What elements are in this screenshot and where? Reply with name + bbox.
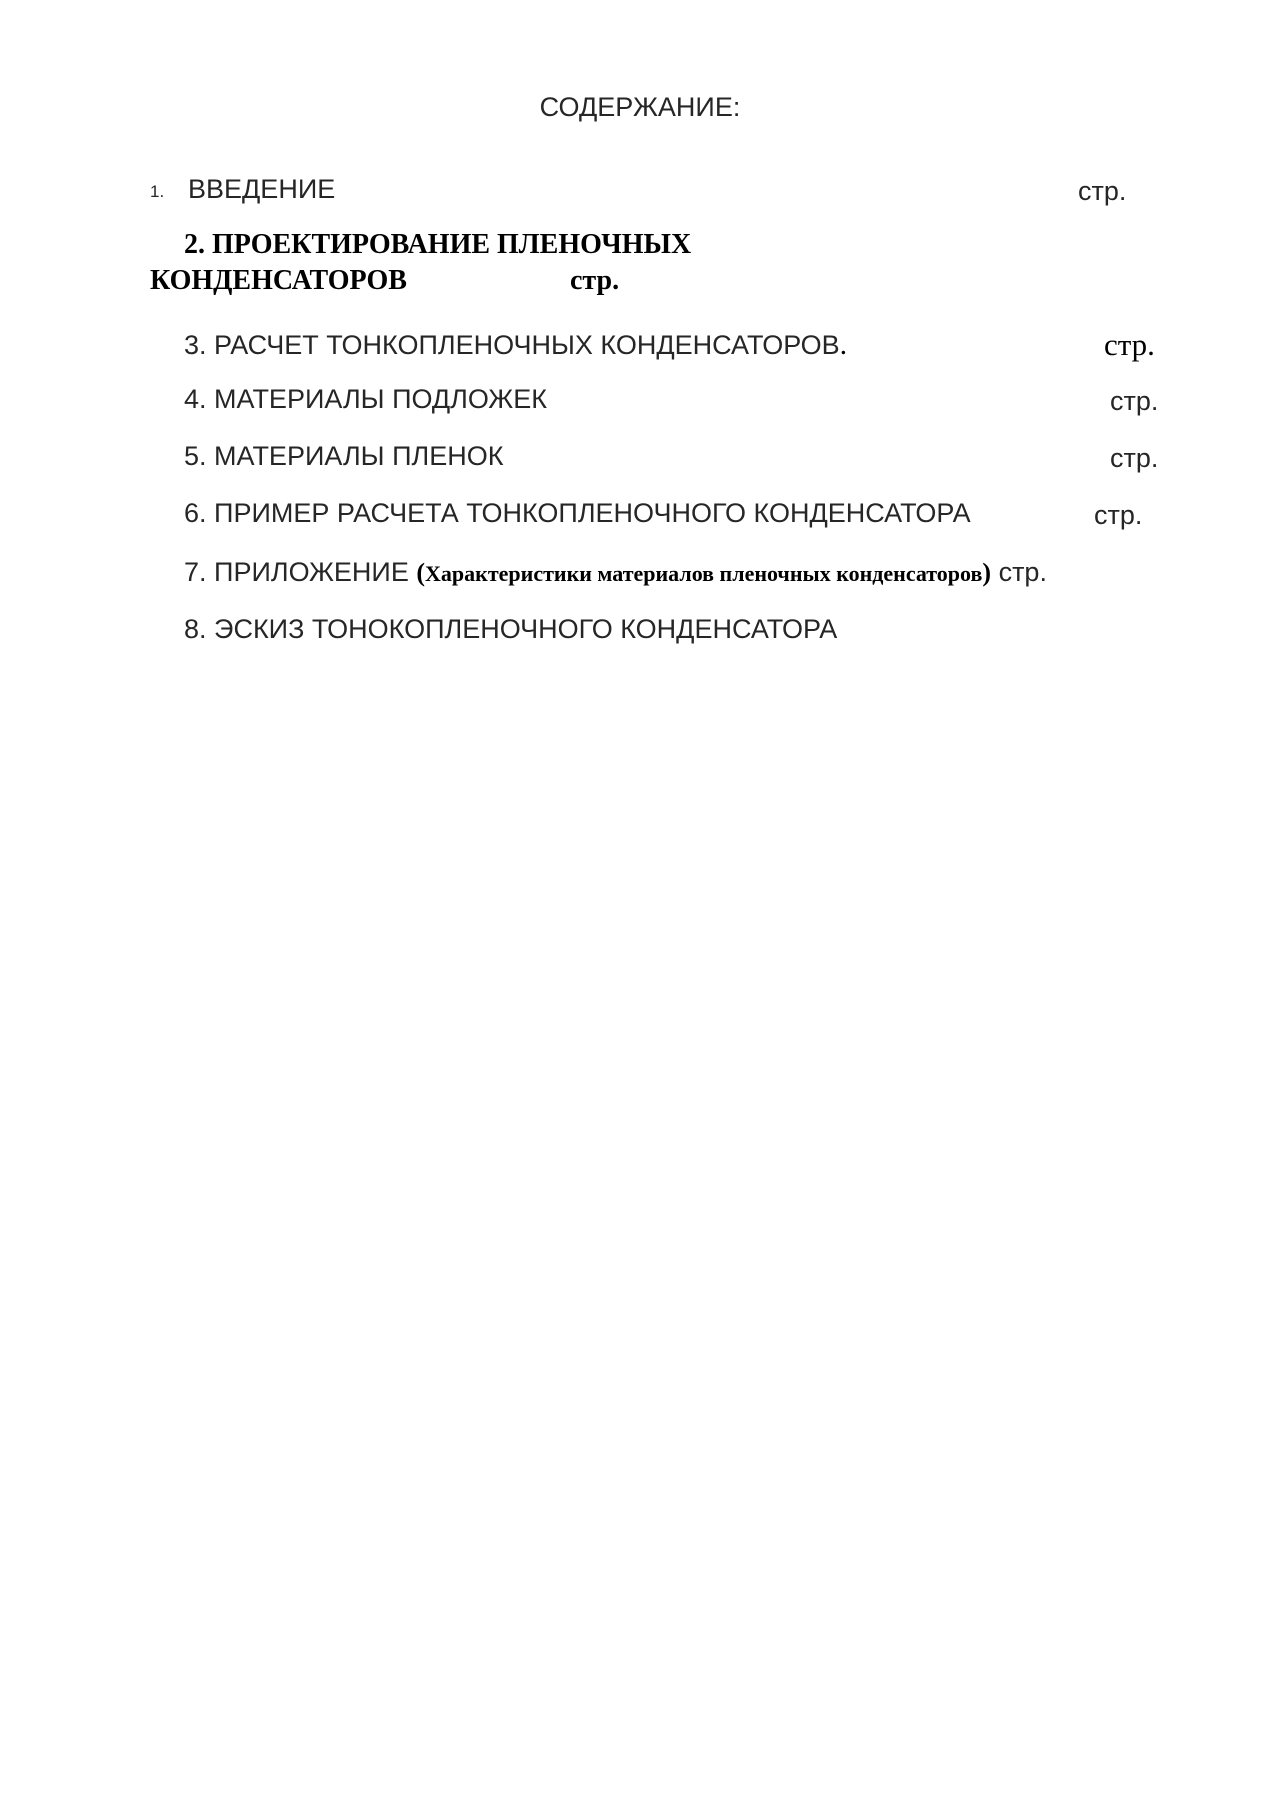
toc-entry-7-number: 7. <box>184 557 207 587</box>
toc-entry-5-page: стр. <box>1110 443 1159 473</box>
toc-entry-7-label: ПРИЛОЖЕНИЕ <box>214 557 409 587</box>
toc-entry-6-label: ПРИМЕР РАСЧЕТА ТОНКОПЛЕНОЧНОГО КОНДЕНСАТОРА <box>214 498 971 528</box>
toc-entry-2-number: 2. <box>184 229 205 260</box>
toc-entry-8 <box>184 614 837 645</box>
toc-entry-2-line1 <box>184 229 691 261</box>
toc-entry-8-label: ЭСКИЗ ТОНОКОПЛЕНОЧНОГО КОНДЕНСАТОРА <box>214 614 838 644</box>
toc-entry-5-number: 5. <box>184 441 207 471</box>
toc-entry-5-label: МАТЕРИАЛЫ ПЛЕНОК <box>214 441 504 471</box>
toc-entry-2-page: стр. <box>570 265 620 296</box>
toc-entry-4 <box>184 384 547 415</box>
toc-entry-6 <box>184 498 971 529</box>
toc-entry-5 <box>184 441 503 472</box>
toc-entry-1-label: ВВЕДЕНИЕ <box>188 174 336 204</box>
document-title: СОДЕРЖАНИЕ: <box>539 92 741 122</box>
toc-entry-3-page: стр. <box>1104 327 1155 362</box>
toc-entry-3-label: РАСЧЕТ ТОНКОПЛЕНОЧНЫХ КОНДЕНСАТОРОВ <box>214 330 840 360</box>
toc-entry-6-number: 6. <box>184 498 207 528</box>
toc-entry-7-note: Характеристики материалов пленочных конденсаторов <box>425 561 983 586</box>
toc-entry-3 <box>184 328 847 362</box>
toc-entry-4-page: стр. <box>1110 386 1159 416</box>
toc-entry-3-number: 3. <box>184 330 207 360</box>
toc-entry-4-label: МАТЕРИАЛЫ ПОДЛОЖЕК <box>214 384 547 414</box>
toc-entry-1-number: 1. <box>150 182 165 201</box>
toc-entry-7-page: стр. <box>998 557 1047 587</box>
toc-entry-6-page: стр. <box>1094 500 1143 530</box>
toc-entry-1-page: стр. <box>1078 176 1127 206</box>
toc-entry-4-number: 4. <box>184 384 207 414</box>
toc-entry-3-trail: . <box>839 328 848 361</box>
toc-entry-7: 7. ПРИЛОЖЕНИЕ (Характеристики материалов пленочных конденсаторов) стр. <box>184 557 1047 587</box>
toc-entry-2-label-line1: ПРОЕКТИРОВАНИЕ ПЛЕНОЧНЫХ <box>212 229 692 260</box>
toc-entry-2-label-line2: КОНДЕНСАТОРОВ <box>150 265 407 296</box>
toc-entry-8-number: 8. <box>184 614 207 644</box>
